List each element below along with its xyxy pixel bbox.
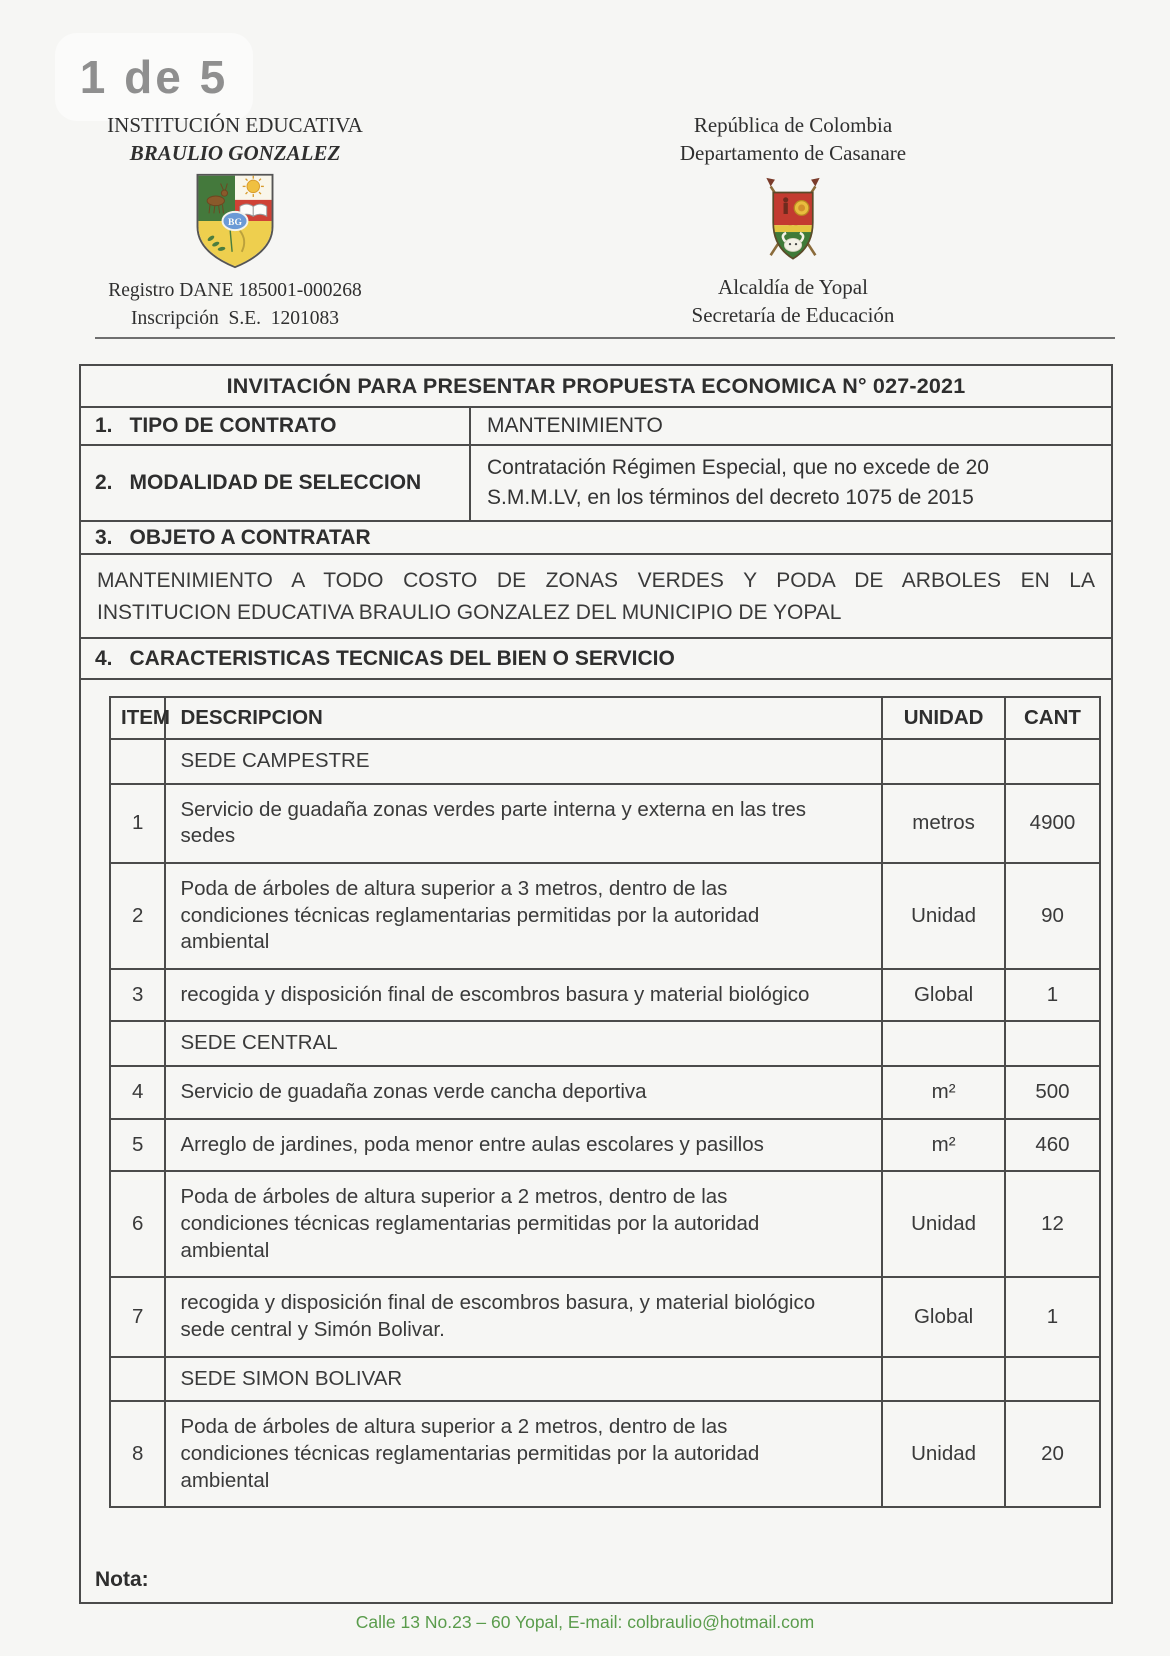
cell-unidad: m² (882, 1119, 1005, 1172)
cell-description: Poda de árboles de altura superior a 3 metros, dentro de las condiciones técnicas reglamentarias permitidas por la autoridad ambiental (165, 863, 882, 969)
cell-item: 7 (110, 1277, 165, 1356)
selection-mode-value (471, 446, 1111, 520)
republic-line: República de Colombia (693, 113, 893, 137)
object-text-line1: MANTENIMIENTO A TODO COSTO DE ZONAS VERDES Y PODA DE ARBOLES EN LA (97, 569, 1095, 592)
cell-cant: 500 (1005, 1066, 1100, 1119)
items-table (109, 696, 1101, 1508)
cell-item: 8 (110, 1401, 165, 1507)
cell-unidad: m² (882, 1066, 1005, 1119)
row-number: 2. (95, 471, 113, 494)
cell-item: 4 (110, 1066, 165, 1119)
selection-mode-row (81, 446, 1111, 522)
table-row (110, 1119, 1100, 1172)
yopal-crest-icon (750, 172, 836, 268)
cell-unidad (882, 1357, 1005, 1402)
row-value-text: Contratación Régimen Especial, que no excede de 20 S.M.M.LV, en los términos del decreto 1075 de 2015 (487, 455, 989, 509)
section4-heading (81, 639, 1111, 680)
page-counter-badge (55, 33, 253, 121)
contract-object-text (81, 555, 1111, 639)
cell-cant (1005, 1357, 1100, 1402)
column-header-item: ITEM (110, 697, 165, 739)
items-table-container (81, 680, 1111, 1557)
inscription-line: Inscripción S.E. 1201083 (131, 307, 339, 329)
cell-unidad (882, 1021, 1005, 1066)
letterhead-left (80, 112, 390, 333)
letterhead-right (628, 112, 958, 330)
institution-line: INSTITUCIÓN EDUCATIVA (107, 113, 363, 137)
cell-unidad (882, 739, 1005, 784)
section3-heading (81, 522, 1111, 555)
cell-item: 1 (110, 784, 165, 863)
institution-name: BRAULIO GONZALEZ (129, 140, 341, 165)
cell-cant: 12 (1005, 1171, 1100, 1277)
cell-unidad: Global (882, 1277, 1005, 1356)
table-row (110, 969, 1100, 1022)
nota-row (81, 1557, 1111, 1602)
section-number: 3. (95, 525, 113, 549)
figure-icon (783, 197, 788, 214)
row-label-text: TIPO DE CONTRATO (129, 414, 337, 437)
cell-cant (1005, 1021, 1100, 1066)
cell-item: 5 (110, 1119, 165, 1172)
cell-unidad: Global (882, 969, 1005, 1022)
page-counter-text: 1 de 5 (79, 51, 229, 103)
cell-description: SEDE CAMPESTRE (165, 739, 882, 784)
cell-cant: 4900 (1005, 784, 1100, 863)
table-row (110, 784, 1100, 863)
cell-description: Servicio de guadaña zonas verdes parte interna y externa en las tres sedes (165, 784, 882, 863)
dane-registry-line: Registro DANE 185001-000268 (108, 280, 362, 302)
cell-cant: 460 (1005, 1119, 1100, 1172)
section-row (110, 1021, 1100, 1066)
department-line: Departamento de Casanare (679, 140, 907, 165)
contract-type-value (471, 408, 1111, 444)
cell-unidad: Unidad (882, 1171, 1005, 1277)
table-row (110, 1277, 1100, 1356)
cell-description: recogida y disposición final de escombros basura y material biológico (165, 969, 882, 1022)
items-table-body (110, 739, 1100, 1507)
cell-description: Arreglo de jardines, poda menor entre aulas escolares y pasillos (165, 1119, 882, 1172)
items-table-header-row (110, 697, 1100, 739)
cell-unidad: Unidad (882, 863, 1005, 969)
school-crest-icon (191, 171, 279, 271)
mayoralty-line: Alcaldía de Yopal (718, 274, 868, 299)
cell-item: 2 (110, 863, 165, 969)
footer-address (0, 1612, 1170, 1633)
section-row (110, 739, 1100, 784)
table-row (110, 1066, 1100, 1119)
row-value-text: MANTENIMIENTO (487, 413, 663, 437)
cell-unidad: Unidad (882, 1401, 1005, 1507)
cell-item (110, 739, 165, 784)
nota-label: Nota: (95, 1567, 149, 1591)
svg-text:BG: BG (228, 217, 242, 229)
table-row (110, 1401, 1100, 1507)
cell-cant: 90 (1005, 863, 1100, 969)
cell-cant: 20 (1005, 1401, 1100, 1507)
secretary-line: Secretaría de Educación (691, 302, 895, 327)
column-header-cant: CANT (1005, 697, 1100, 739)
cell-item: 6 (110, 1171, 165, 1277)
section-number: 4. (95, 646, 113, 670)
cell-description: Servicio de guadaña zonas verde cancha deportiva (165, 1066, 882, 1119)
header-divider (95, 337, 1115, 339)
cell-description: Poda de árboles de altura superior a 2 metros, dentro de las condiciones técnicas reglamentarias permitidas por la autoridad ambiental (165, 1171, 882, 1277)
footer-text: Calle 13 No.23 – 60 Yopal, E-mail: colbraulio@hotmail.com (355, 1612, 815, 1632)
cell-unidad: metros (882, 784, 1005, 863)
row-label-text: MODALIDAD DE SELECCION (129, 471, 422, 494)
contract-type-label (81, 408, 471, 444)
cell-description: Poda de árboles de altura superior a 2 metros, dentro de las condiciones técnicas reglamentarias permitidas por la autoridad ambiental (165, 1401, 882, 1507)
column-header-unidad: UNIDAD (882, 697, 1005, 739)
cell-item (110, 1357, 165, 1402)
cell-description: SEDE SIMON BOLIVAR (165, 1357, 882, 1402)
object-text-line2: INSTITUCION EDUCATIVA BRAULIO GONZALEZ DEL MUNICIPIO DE YOPAL (97, 600, 842, 624)
table-row (110, 863, 1100, 969)
section-label: CARACTERISTICAS TECNICAS DEL BIEN O SERVICIO (129, 646, 675, 670)
column-header-descripcion: DESCRIPCION (165, 697, 882, 739)
cell-cant (1005, 739, 1100, 784)
sun-icon (794, 200, 809, 215)
section-row (110, 1357, 1100, 1402)
row-number: 1. (95, 414, 113, 437)
table-row (110, 1171, 1100, 1277)
contract-type-row (81, 408, 1111, 446)
invitation-form (79, 364, 1113, 1604)
cell-description: recogida y disposición final de escombros basura, y material biológico sede central y Simón Bolivar. (165, 1277, 882, 1356)
form-title: INVITACIÓN PARA PRESENTAR PROPUESTA ECONOMICA N° 027-2021 (81, 366, 1111, 408)
cell-cant: 1 (1005, 969, 1100, 1022)
cell-cant: 1 (1005, 1277, 1100, 1356)
cell-item: 3 (110, 969, 165, 1022)
cell-item (110, 1021, 165, 1066)
section-label: OBJETO A CONTRATAR (129, 525, 371, 549)
cell-description: SEDE CENTRAL (165, 1021, 882, 1066)
selection-mode-label (81, 446, 471, 520)
